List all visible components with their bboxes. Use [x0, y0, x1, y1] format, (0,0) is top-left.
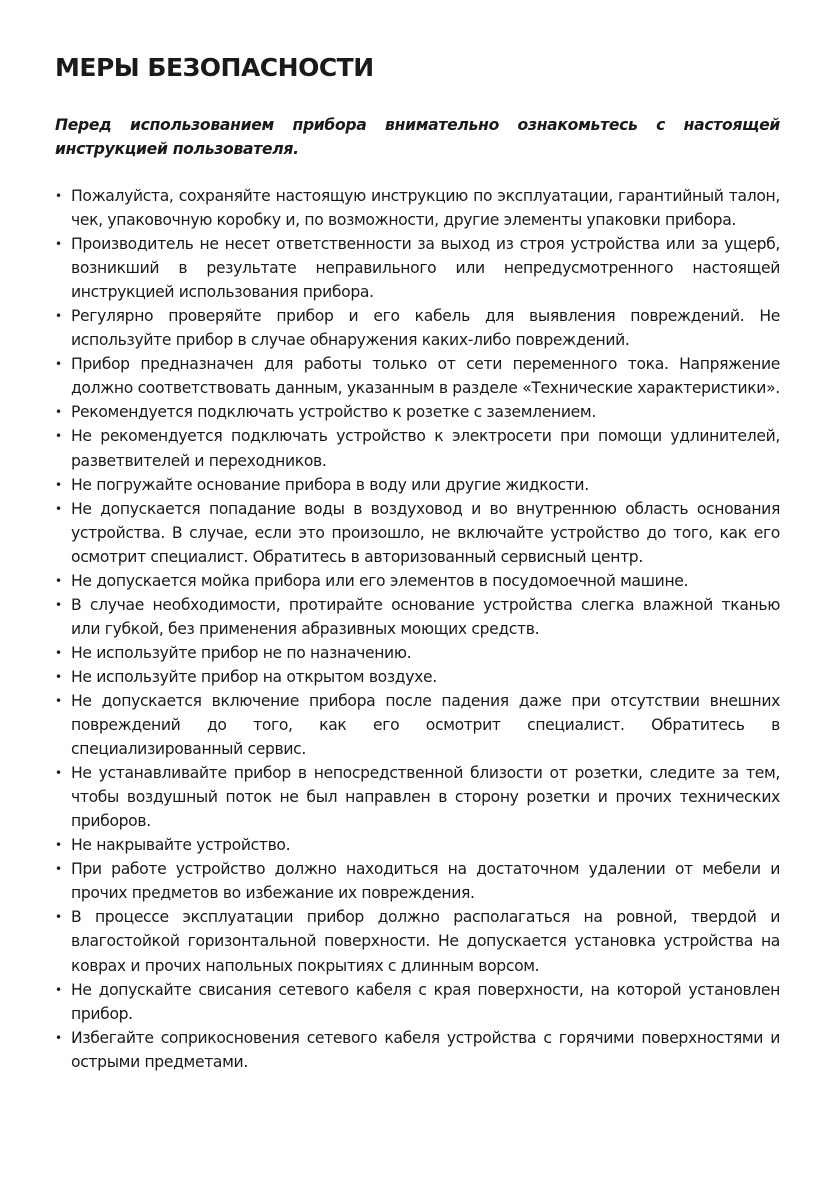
rule-text: Не допускается мойка прибора или его элементов в посудомоечной машине.: [71, 571, 689, 590]
rule-text: Не накрывайте устройство.: [71, 836, 291, 855]
list-item: [55, 184, 780, 232]
rule-text: Не устанавливайте прибор в непосредственной близости от розетки, следите за тем, чтобы воздушный поток не был направлен в сторону розетки и прочих технических приборов.: [71, 764, 780, 831]
bullet-icon: •: [55, 477, 62, 492]
rule-text: Не рекомендуется подключать устройство к электросети при помощи удлинителей, разветвителей и переходников.: [71, 427, 780, 470]
bullet-icon: •: [55, 669, 62, 684]
rule-text: Производитель не несет ответственности за выход из строя устройства или за ущерб, возникший в результате неправильного или непредусмотренного настоящей инструкцией использования прибора.: [71, 235, 780, 302]
rule-text: В случае необходимости, протирайте основание устройства слегка влажной тканью или губкой, без применения абразивных моющих средств.: [71, 595, 780, 638]
rule-text: Не допускается включение прибора после падения даже при отсутствии внешних повреждений до того, как его осмотрит специалист. Обратитесь в специализированный сервис.: [71, 691, 780, 759]
bullet-icon: •: [55, 237, 62, 252]
rule-text: Регулярно проверяйте прибор и его кабель для выявления повреждений. Не используйте прибор в случае обнаружения каких-либо повреждений.: [71, 307, 780, 350]
bullet-icon: •: [55, 357, 62, 372]
bullet-icon: •: [55, 838, 62, 853]
bullet-icon: •: [55, 573, 62, 588]
rule-text: Не погружайте основание прибора в воду или другие жидкости.: [71, 475, 589, 494]
list-item: [55, 761, 780, 833]
list-item: [55, 497, 780, 569]
intro-paragraph: Перед использованием прибора внимательно ознакомьтесь с настоящей инструкцией пользователя.: [55, 116, 780, 158]
bullet-icon: •: [55, 189, 62, 203]
bullet-icon: •: [55, 501, 62, 516]
rule-text: Не используйте прибор на открытом воздухе.: [71, 667, 437, 686]
document-page: [55, 50, 780, 1074]
list-item: [55, 665, 780, 689]
rule-text: Избегайте соприкосновения сетевого кабеля устройства с горячими поверхностями и острыми предметами.: [71, 1028, 780, 1071]
rule-text: При работе устройство должно находиться на достаточном удалении от мебели и прочих предметов во избежание их повреждения.: [71, 860, 780, 903]
bullet-icon: •: [55, 429, 62, 444]
rule-text: Не используйте прибор не по назначению.: [71, 643, 412, 662]
list-item: [55, 304, 780, 352]
bullet-icon: •: [55, 1030, 62, 1045]
rule-text: Пожалуйста, сохраняйте настоящую инструкцию по эксплуатации, гарантийный талон, чек, упаковочную коробку и, по возможности, другие элементы упаковки прибора.: [71, 187, 780, 230]
bullet-icon: •: [55, 405, 62, 420]
rule-text: В процессе эксплуатации прибор должно располагаться на ровной, твердой и влагостойкой горизонтальной поверхности. Не допускается установка устройства на коврах и прочих напольных покрытиях с длинным ворсом.: [71, 908, 780, 975]
bullet-icon: •: [55, 862, 62, 877]
bullet-icon: •: [55, 982, 62, 997]
list-item: [55, 833, 780, 857]
bullet-icon: •: [55, 910, 62, 925]
list-item: [55, 352, 780, 400]
safety-rules-list: [55, 184, 780, 1074]
rule-text: Рекомендуется подключать устройство к розетке с заземлением.: [71, 403, 596, 422]
bullet-icon: •: [55, 309, 62, 324]
list-item: [55, 978, 780, 1026]
list-item: [55, 857, 780, 905]
rule-text: Не допускается попадание воды в воздуховод и во внутреннюю область основания устройства. В случае, если это произошло, не включайте устройство до того, как его осмотрит специалист. Обратитесь в авторизованный сервисный центр.: [71, 499, 780, 566]
list-item: [55, 424, 780, 472]
list-item: [55, 689, 780, 761]
list-item: [55, 400, 780, 424]
list-item: [55, 232, 780, 304]
page-title: МЕРЫ БЕЗОПАСНОСТИ: [55, 53, 374, 82]
list-item: [55, 593, 780, 641]
bullet-icon: •: [55, 597, 62, 612]
list-item: [55, 905, 780, 977]
list-item: [55, 1026, 780, 1074]
bullet-icon: •: [55, 693, 62, 708]
list-item: [55, 641, 780, 665]
bullet-icon: •: [55, 766, 62, 781]
rule-text: Не допускайте свисания сетевого кабеля с края поверхности, на которой установлен прибор.: [71, 980, 780, 1023]
list-item: [55, 569, 780, 593]
rule-text: Прибор предназначен для работы только от сети переменного тока. Напряжение должно соответствовать данным, указанным в разделе «Технические характеристики».: [71, 355, 780, 398]
list-item: [55, 473, 780, 497]
bullet-icon: •: [55, 645, 62, 660]
